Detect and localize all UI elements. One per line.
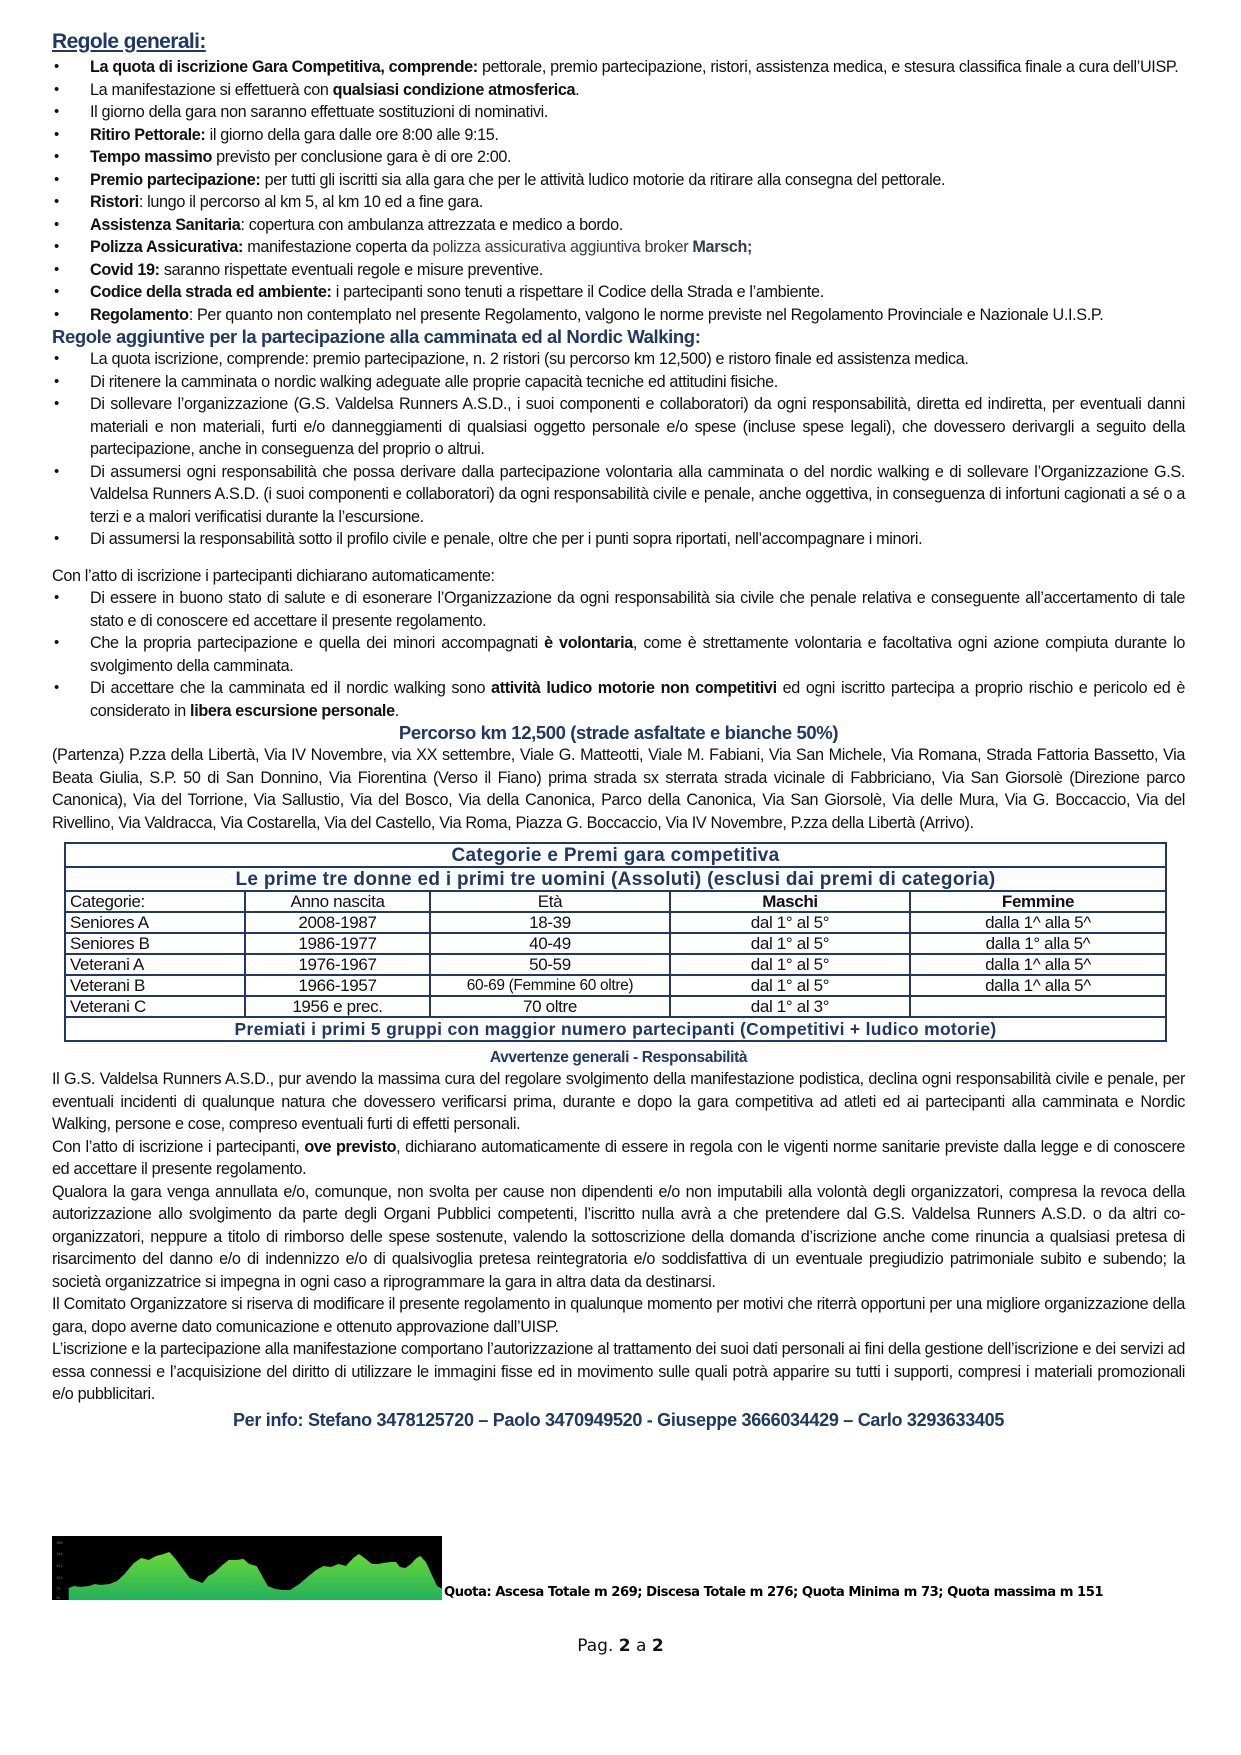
- section-title-regole-aggiuntive: Regole aggiuntive per la partecipazione alla camminata ed al Nordic Walking:: [52, 326, 701, 347]
- avvertenze-title: Avvertenze generali - Responsabilità: [489, 1049, 748, 1066]
- col-header: Femmine: [910, 891, 1166, 912]
- list-item: • La quota di iscrizione Gara Competitiva, comprende: pettorale, premio partecipazione, ristori, assistenza medica, e stesura classifica finale a cura dell’UISP.: [52, 56, 1185, 79]
- list-item: • La manifestazione si effettuerà con qualsiasi condizione atmosferica.: [52, 79, 1185, 102]
- cell: dalla 1^ alla 5^: [910, 975, 1166, 996]
- cell: dal 1° al 5°: [670, 975, 910, 996]
- dichiarazione-list: [52, 587, 1185, 722]
- svg-text:58: 58: [56, 1596, 61, 1600]
- col-header: Anno nascita: [245, 891, 430, 912]
- list-item: • Ritiro Pettorale: il giorno della gara dalle ore 8:00 alle 9:15.: [52, 124, 1185, 147]
- table-header-row: [65, 891, 1166, 912]
- cell: 2008-1987: [245, 912, 430, 933]
- cell: dalla 1^ alla 5^: [910, 954, 1166, 975]
- cell: 1986-1977: [245, 933, 430, 954]
- page-number: Pag. 2 a 2: [577, 1636, 664, 1656]
- elevation-profile-chart: [52, 1536, 442, 1600]
- list-item: • Regolamento: Per quanto non contemplato nel presente Regolamento, valgono le norme previste nel Regolamento Provinciale e Nazionale U.I.S.P.: [52, 304, 1185, 327]
- cell: dal 1° al 5°: [670, 912, 910, 933]
- cell: Veterani A: [65, 954, 245, 975]
- cell: 40-49: [430, 933, 670, 954]
- cell: [910, 996, 1166, 1017]
- avvertenze-p4: Il Comitato Organizzatore si riserva di modificare il presente regolamento in qualunque momento per motivi che riterrà opportuni per una migliore organizzazione della gara, dopo averne dato comunicazione e ottenuto approvazione dall’UISP.: [52, 1295, 1185, 1336]
- list-item: • Tempo massimo previsto per conclusione gara è di ore 2:00.: [52, 146, 1185, 169]
- table-row: [65, 912, 1166, 933]
- svg-text:79: 79: [56, 1587, 61, 1591]
- regole-aggiuntive-list: [52, 348, 1185, 551]
- cell: dal 1° al 3°: [670, 996, 910, 1017]
- table-row: [65, 975, 1166, 996]
- cell: dalla 1° alla 5^: [910, 933, 1166, 954]
- col-header: Maschi: [670, 891, 910, 912]
- cell: 1976-1967: [245, 954, 430, 975]
- list-item: • Di accettare che la camminata ed il nordic walking sono attività ludico motorie non competitivi ed ogni iscritto partecipa a proprio rischio e pericolo ed è considerato in libera escursione personale.: [52, 677, 1185, 722]
- list-item: • Di sollevare l’organizzazione (G.S. Valdelsa Runners A.S.D., i suoi componenti e collaboratori) da ogni responsabilità, diretta ed indiretta, per eventuali danni materiali e non materiali, furti e/o danneggiamenti di qualsiasi oggetto personale e/o spese (incluse spese legali), che dovessero derivargli a seguito della partecipazione, anche in conseguenza del proprio o altrui.: [52, 393, 1185, 461]
- col-header: Categorie:: [65, 891, 245, 912]
- info-contacts: Per info: Stefano 3478125720 – Paolo 3470949520 - Giuseppe 3666034429 – Carlo 3293633405: [232, 1409, 1005, 1430]
- svg-text:166: 166: [56, 1541, 63, 1545]
- list-item: • Ristori: lungo il percorso al km 5, al km 10 ed a fine gara.: [52, 191, 1185, 214]
- cell: dal 1° al 5°: [670, 933, 910, 954]
- list-item: • Polizza Assicurativa: manifestazione coperta da polizza assicurativa aggiuntiva broker Marsch;: [52, 236, 1185, 259]
- list-item: • Che la propria partecipazione e quella dei minori accompagnati è volontaria, come è strettamente volontaria e facoltativa ogni azione compiuta durante lo svolgimento della camminata.: [52, 632, 1185, 677]
- regole-generali-list: [52, 56, 1185, 326]
- list-item: • Di essere in buono stato di salute e di esonerare l’Organizzazione da ogni responsabilità sia civile che penale relativa e conseguente all’accertamento di tale stato e di conoscere ed accettare il presente regolamento.: [52, 587, 1185, 632]
- list-item: • Premio partecipazione: per tutti gli iscritti sia alla gara che per le attività ludico motorie da ritirare alla consegna del pettorale.: [52, 169, 1185, 192]
- table-row: [65, 996, 1166, 1017]
- cell: 70 oltre: [430, 996, 670, 1017]
- elevation-profile-graphic: [52, 1536, 442, 1600]
- cell: 60-69 (Femmine 60 oltre): [430, 975, 670, 996]
- list-item: • La quota iscrizione, comprende: premio partecipazione, n. 2 ristori (su percorso km 12,500) e ristoro finale ed assistenza medica.: [52, 348, 1185, 371]
- svg-text:122: 122: [56, 1564, 63, 1568]
- cell: Seniores A: [65, 912, 245, 933]
- list-item: • Assistenza Sanitaria: copertura con ambulanza attrezzata e medico a bordo.: [52, 214, 1185, 237]
- list-item: • Codice della strada ed ambiente: i partecipanti sono tenuti a rispettare il Codice della Strada e l’ambiente.: [52, 281, 1185, 304]
- table-subtitle: Le prime tre donne ed i primi tre uomini (Assoluti) (esclusi dai premi di categoria): [65, 867, 1166, 891]
- table-footer: Premiati i primi 5 gruppi con maggior numero partecipanti (Competitivi + ludico motorie): [65, 1017, 1166, 1041]
- avvertenze-p2: Con l’atto di iscrizione i partecipanti, ove previsto, dichiarano automaticamente di essere in regola con le vigenti norme sanitarie previste dalla legge e di conoscere ed accettare il presente regolamento.: [52, 1137, 1186, 1178]
- section-title-regole-generali: Regole generali:: [52, 30, 206, 53]
- list-item: • Di assumersi ogni responsabilità che possa derivare dalla partecipazione volontaria alla camminata o del nordic walking e di sollevare l’Organizzazione G.S. Valdelsa Runners A.S.D. (i suoi componenti e collaboratori) da ogni responsabilità civile e penale, anche oggettiva, in conseguenza di infortuni cagionati a sé o a terzi e a malori verificatisi durante la l’escursione.: [52, 461, 1185, 529]
- cell: 18-39: [430, 912, 670, 933]
- cell: 50-59: [430, 954, 670, 975]
- percorso-title: Percorso km 12,500 (strade asfaltate e bianche 50%): [398, 722, 839, 743]
- list-item: • Covid 19: saranno rispettate eventuali regole e misure preventive.: [52, 259, 1185, 282]
- cell: Veterani B: [65, 975, 245, 996]
- avvertenze-p5: L’iscrizione e la partecipazione alla manifestazione comportano l’autorizzazione al trattamento dei suoi dati personali ai fini della gestione dell’iscrizione e dei servizi ad essa connessi e l’acquisizione del diritto di utilizzare le immagini fisse ed in movimento sulle quali potrà apparire su tutti i supporti, compresi i materiali promozionali e/o pubblicitari.: [52, 1340, 1185, 1403]
- cell: Veterani C: [65, 996, 245, 1017]
- categories-table: [64, 842, 1167, 1042]
- cell: dalla 1^ alla 5^: [910, 912, 1166, 933]
- elevation-profile-row: [52, 1536, 1192, 1602]
- percorso-text: (Partenza) P.zza della Libertà, Via IV Novembre, via XX settembre, Viale G. Matteotti, Viale M. Fabiani, Via San Michele, Via Romana, Strada Fattoria Bassetto, Via Beata Giulia, S.P. 50 di San Donnino, Via Fiorentina (Verso il Fiano) prima strada sx sterrata strada vicinale di Fabbriciano, Via San Giorsolè (Direzione parco Canonica), Via del Torrione, Via Sallustio, Via del Bosco, Via della Canonica, Parco della Canonica, Via San Giorsolè, Via delle Mura, Via G. Boccaccio, Via del Rivellino, Via Valdracca, Via Costarella, Via del Castello, Via Roma, Piazza G. Boccaccio, Via IV Novembre, P.zza della Libertà (Arrivo).: [52, 746, 1185, 832]
- dichiarazione-intro: Con l’atto di iscrizione i partecipanti dichiarano automaticamente:: [52, 566, 495, 585]
- avvertenze-p3: Qualora la gara venga annullata e/o, comunque, non svolta per cause non dipendenti e/o non imputabili alla volontà degli organizzatori, compresa la revoca della autorizzazione allo svolgimento da parte degli Organi Pubblici competenti, l’iscritto nulla avrà a che pretendere dal G.S. Valdelsa Runners A.S.D. o da altri co-organizzatori, neppure a titolo di rimborso delle spese sostenute, valendo la sottoscrizione della domanda d’iscrizione anche come rinuncia a qualsiasi pretesa di risarcimento del danno e/o di indennizzo e/o di qualsivoglia pretesa reintegratoria e/o soddisfattiva di un eventuale pregiudizio patrimoniale subito e subendo; la società organizzatrice si impegna in ogni caso a riprogrammare la gara in altra data da destinarsi.: [52, 1182, 1185, 1291]
- cell: dal 1° al 5°: [670, 954, 910, 975]
- list-item: • Il giorno della gara non saranno effettuate sostituzioni di nominativi.: [52, 101, 1185, 124]
- cell: Seniores B: [65, 933, 245, 954]
- table-row: [65, 954, 1166, 975]
- document-page: [52, 28, 1185, 1432]
- list-item: • Di ritenere la camminata o nordic walking adeguate alle proprie capacità tecniche ed attitudini fisiche.: [52, 371, 1185, 394]
- table-title: Categorie e Premi gara competitiva: [65, 843, 1166, 867]
- cell: 1966-1957: [245, 975, 430, 996]
- col-header: Età: [430, 891, 670, 912]
- list-item: • Di assumersi la responsabilità sotto il profilo civile e penale, oltre che per i punti sopra riportati, nell’accompagnare i minori.: [52, 528, 1185, 551]
- svg-text:101: 101: [56, 1576, 63, 1580]
- cell: 1956 e prec.: [245, 996, 430, 1017]
- elevation-caption: Quota: Ascesa Totale m 269; Discesa Totale m 276; Quota Minima m 73; Quota massima m 151: [444, 1585, 1104, 1600]
- table-row: [65, 933, 1166, 954]
- svg-text:144: 144: [56, 1552, 63, 1556]
- avvertenze-p1: Il G.S. Valdelsa Runners A.S.D., pur avendo la massima cura del regolare svolgimento della manifestazione podistica, declina ogni responsabilità civile e penale, per eventuali incidenti di qualunque natura che dovessero verificarsi prima, durante e dopo la gara competitiva ad atleti ed ai partecipanti alla camminata e Nordic Walking, persone e cose, compreso eventuali furti di effetti personali.: [52, 1070, 1185, 1133]
